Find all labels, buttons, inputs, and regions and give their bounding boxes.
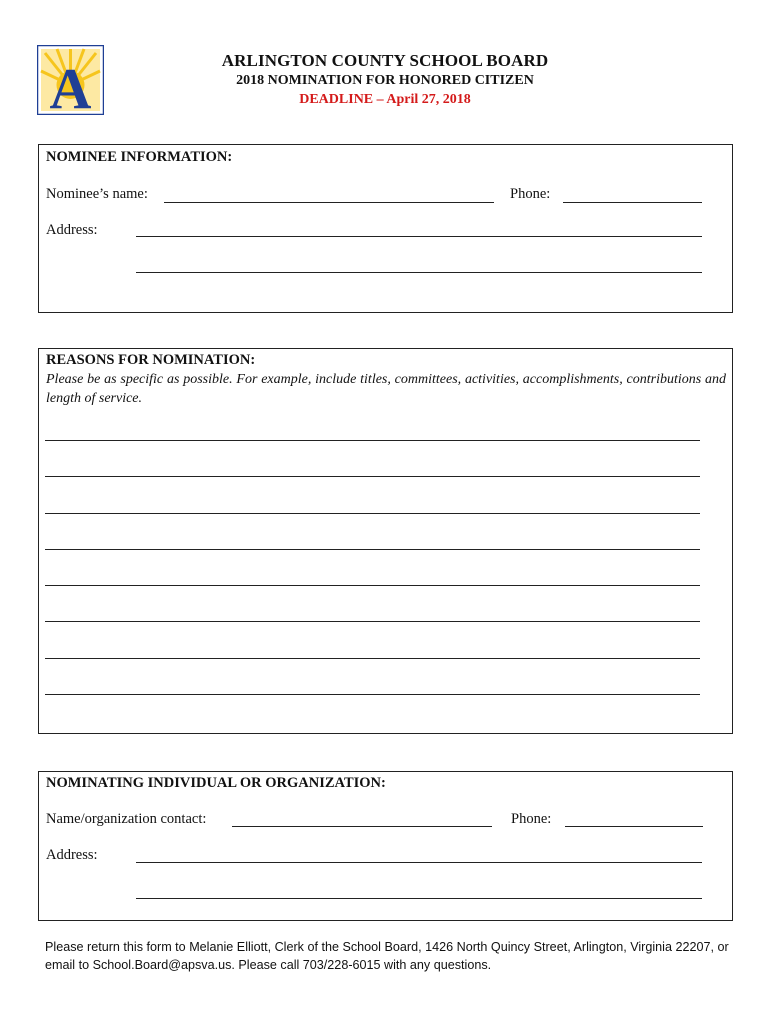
nominee-name-field[interactable] — [164, 202, 494, 203]
form-title: ARLINGTON COUNTY SCHOOL BOARD — [221, 51, 549, 70]
reasons-line[interactable] — [45, 476, 700, 477]
nominee-information-section — [38, 144, 733, 313]
svg-text:A: A — [49, 56, 92, 115]
reasons-line[interactable] — [45, 440, 700, 441]
deadline-text: DEADLINE – April 27, 2018 — [299, 92, 471, 107]
reasons-instructions: Please be as specific as possible. For example, include titles, committees, activities, accomplishments, contributions and length of service. — [46, 372, 726, 406]
reasons-line[interactable] — [45, 513, 700, 514]
nominator-name-label: Name/organization contact: — [46, 811, 207, 827]
nominee-section-title: NOMINEE INFORMATION: — [46, 149, 233, 165]
reasons-for-nomination-section — [38, 348, 733, 734]
form-subtitle: 2018 NOMINATION FOR HONORED CITIZEN — [236, 73, 534, 88]
nominee-address-line-1[interactable] — [136, 236, 702, 237]
reasons-section-title: REASONS FOR NOMINATION: — [46, 352, 256, 368]
nominee-address-line-2[interactable] — [136, 272, 702, 273]
nominator-address-line-1[interactable] — [136, 862, 702, 863]
nominator-phone-field[interactable] — [565, 826, 703, 827]
nominator-section-title: NOMINATING INDIVIDUAL OR ORGANIZATION: — [46, 775, 386, 791]
reasons-line[interactable] — [45, 694, 700, 695]
nominating-individual-section — [38, 771, 733, 921]
nominee-phone-label: Phone: — [510, 186, 551, 202]
nominee-phone-field[interactable] — [563, 202, 702, 203]
nominator-address-line-2[interactable] — [136, 898, 702, 899]
nominator-name-field[interactable] — [232, 826, 492, 827]
reasons-line[interactable] — [45, 585, 700, 586]
nominator-address-label: Address: — [46, 847, 98, 863]
nominator-phone-label: Phone: — [511, 811, 552, 827]
nominee-name-label: Nominee’s name: — [46, 186, 148, 202]
return-instructions: Please return this form to Melanie Elliott, Clerk of the School Board, 1426 North Quincy Street, Arlington, Virginia 22207, or email to School.Board@apsva.us. Please call 703/228-6015 with any questions. — [45, 940, 729, 972]
reasons-line[interactable] — [45, 658, 700, 659]
nominee-address-label: Address: — [46, 222, 98, 238]
reasons-line[interactable] — [45, 621, 700, 622]
reasons-line[interactable] — [45, 549, 700, 550]
